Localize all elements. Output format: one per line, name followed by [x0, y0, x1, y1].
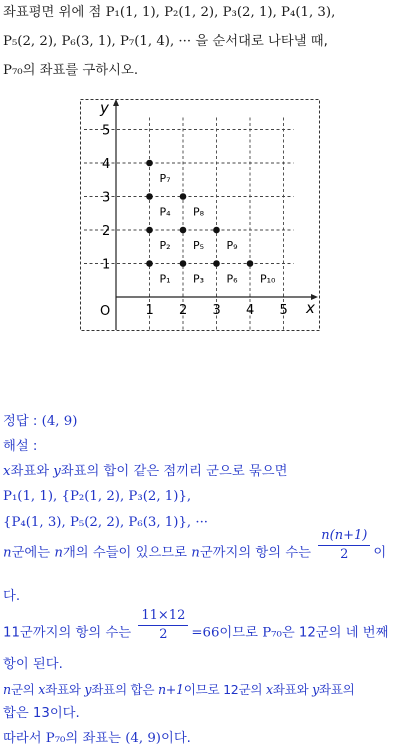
point-label-10: P₁₀	[260, 272, 276, 286]
x-tick-1: 1	[145, 303, 154, 318]
s8-t1: 군의	[10, 682, 35, 697]
y-tick-5: 5	[102, 123, 111, 139]
solution-line-1	[3, 463, 398, 481]
point-dot-6	[213, 260, 220, 267]
y-axis-label: y	[100, 99, 109, 117]
s8-y: y	[84, 682, 92, 697]
solution-line-10	[3, 730, 398, 748]
s8-expr: n+1	[157, 682, 184, 697]
problem-line-3	[3, 62, 398, 80]
s8-n: n	[3, 682, 11, 697]
x-tick-3: 3	[212, 303, 221, 318]
problem-suffix: 을 순서대로 나타낼 때,	[195, 34, 328, 49]
s8-y2: y	[312, 682, 319, 697]
s1-end: 좌표의 합이 같은 점끼리 군으로 묶으면	[60, 464, 288, 479]
point-dot-7	[146, 160, 153, 167]
problem-line-1	[3, 4, 398, 22]
solution-line-8	[3, 681, 398, 699]
s4-frac-num: n(n+1)	[318, 528, 370, 546]
point-label-4: P₄	[159, 205, 171, 219]
point-label-3: P₃	[193, 272, 205, 286]
axes	[113, 99, 318, 330]
s4-n3: n	[191, 545, 200, 561]
s10-p: P₇₀	[45, 731, 66, 746]
answer-line	[3, 413, 398, 431]
point-dot-9	[213, 227, 220, 234]
point-label-5: P₅	[193, 239, 205, 252]
y-tick-3: 3	[102, 190, 111, 206]
y-tick-1: 1	[102, 257, 111, 273]
s10-t1: 따라서	[3, 731, 42, 746]
solution-line-4	[3, 528, 398, 563]
s8-t4: 이므로 12군의	[183, 682, 263, 697]
s10-t3: 이다.	[160, 731, 191, 746]
s1-mid: 좌표와	[10, 464, 50, 479]
s6-frac-den: 2	[159, 627, 168, 642]
x-tick-4: 4	[246, 303, 255, 318]
point-dot-8	[180, 193, 187, 200]
s4-t1: 군에는	[11, 545, 51, 561]
s1-y: y	[53, 464, 61, 479]
point-dot-3	[180, 260, 187, 267]
s8-t2: 좌표와	[45, 682, 81, 697]
s4-t3: 군까지의 항의 수는	[199, 545, 312, 561]
s4-t2: 개의 수들이 있으므로	[62, 545, 187, 561]
s8-t6: 좌표의	[318, 682, 355, 697]
s4-t4: 이	[373, 545, 387, 561]
problem-line-2	[3, 33, 398, 51]
point-dot-4	[146, 193, 153, 200]
s4-fraction	[318, 528, 370, 563]
origin-label: O	[100, 304, 111, 319]
s10-val: (4, 9)	[125, 731, 161, 746]
point-label-9: P₉	[226, 239, 238, 252]
solution-line-7: 항이 된다.	[3, 657, 63, 672]
tick-labels	[102, 124, 288, 319]
y-tick-4: 4	[102, 157, 111, 172]
solution-line-9: 합은 13이다.	[3, 706, 80, 721]
s6-t3: 은 12군의 네 번째	[281, 625, 389, 641]
x-tick-5: 5	[279, 303, 288, 318]
s8-x2: x	[265, 682, 273, 697]
s6-p: P₇₀	[262, 625, 282, 641]
s6-t2: 이므로	[219, 625, 258, 641]
point-label-1: P₁	[159, 272, 171, 286]
problem-prefix: 좌표평면 위에 점	[3, 5, 102, 20]
point-label-2: P₂	[159, 239, 171, 252]
plotted-points	[146, 160, 276, 286]
s6-fraction	[138, 608, 188, 643]
y-tick-2: 2	[102, 224, 111, 239]
s8-x: x	[38, 682, 46, 697]
s6-t1: 11군까지의 항의 수는	[3, 625, 132, 641]
answer-label: 정답 :	[3, 414, 38, 429]
coordinate-figure	[80, 99, 320, 331]
s10-t2: 의 좌표는	[65, 731, 121, 746]
solution-line-2: P₁(1, 1), {P₂(1, 2), P₃(2, 1)},	[3, 489, 192, 504]
s4-n2: n	[54, 545, 63, 561]
problem-points-1: P₁(1, 1), P₂(1, 2), P₃(2, 1), P₄(1, 3),	[105, 5, 336, 20]
point-label-8: P₈	[193, 205, 205, 219]
point-dot-2	[146, 227, 153, 234]
answer-value: (4, 9)	[41, 414, 78, 429]
s8-t3: 좌표의 합은	[91, 682, 155, 697]
point-label-7: P₇	[159, 172, 171, 185]
x-tick-2: 2	[179, 303, 188, 318]
x-axis-label: x	[306, 299, 315, 317]
problem-target: P₇₀	[3, 63, 23, 78]
point-dot-1	[146, 260, 153, 267]
solution-line-3: {P₄(1, 3), P₅(2, 2), P₆(3, 1)}, ···	[3, 515, 209, 530]
s6-frac-num: 11×12	[138, 608, 188, 626]
s1-x: x	[3, 464, 11, 479]
problem-points-2: P₅(2, 2), P₆(3, 1), P₇(1, 4), ···	[3, 34, 192, 49]
problem-question: 의 좌표를 구하시오.	[22, 63, 139, 78]
solution-line-5: 다.	[3, 589, 21, 604]
point-label-6: P₆	[226, 272, 238, 286]
s8-t5: 좌표와	[272, 682, 309, 697]
point-dot-5	[180, 227, 187, 234]
s4-n1: n	[3, 545, 12, 561]
explanation-label: 해설 :	[3, 439, 38, 454]
s6-eq: =66	[191, 625, 220, 641]
s4-frac-den: 2	[340, 547, 349, 562]
point-dot-10	[247, 260, 254, 267]
